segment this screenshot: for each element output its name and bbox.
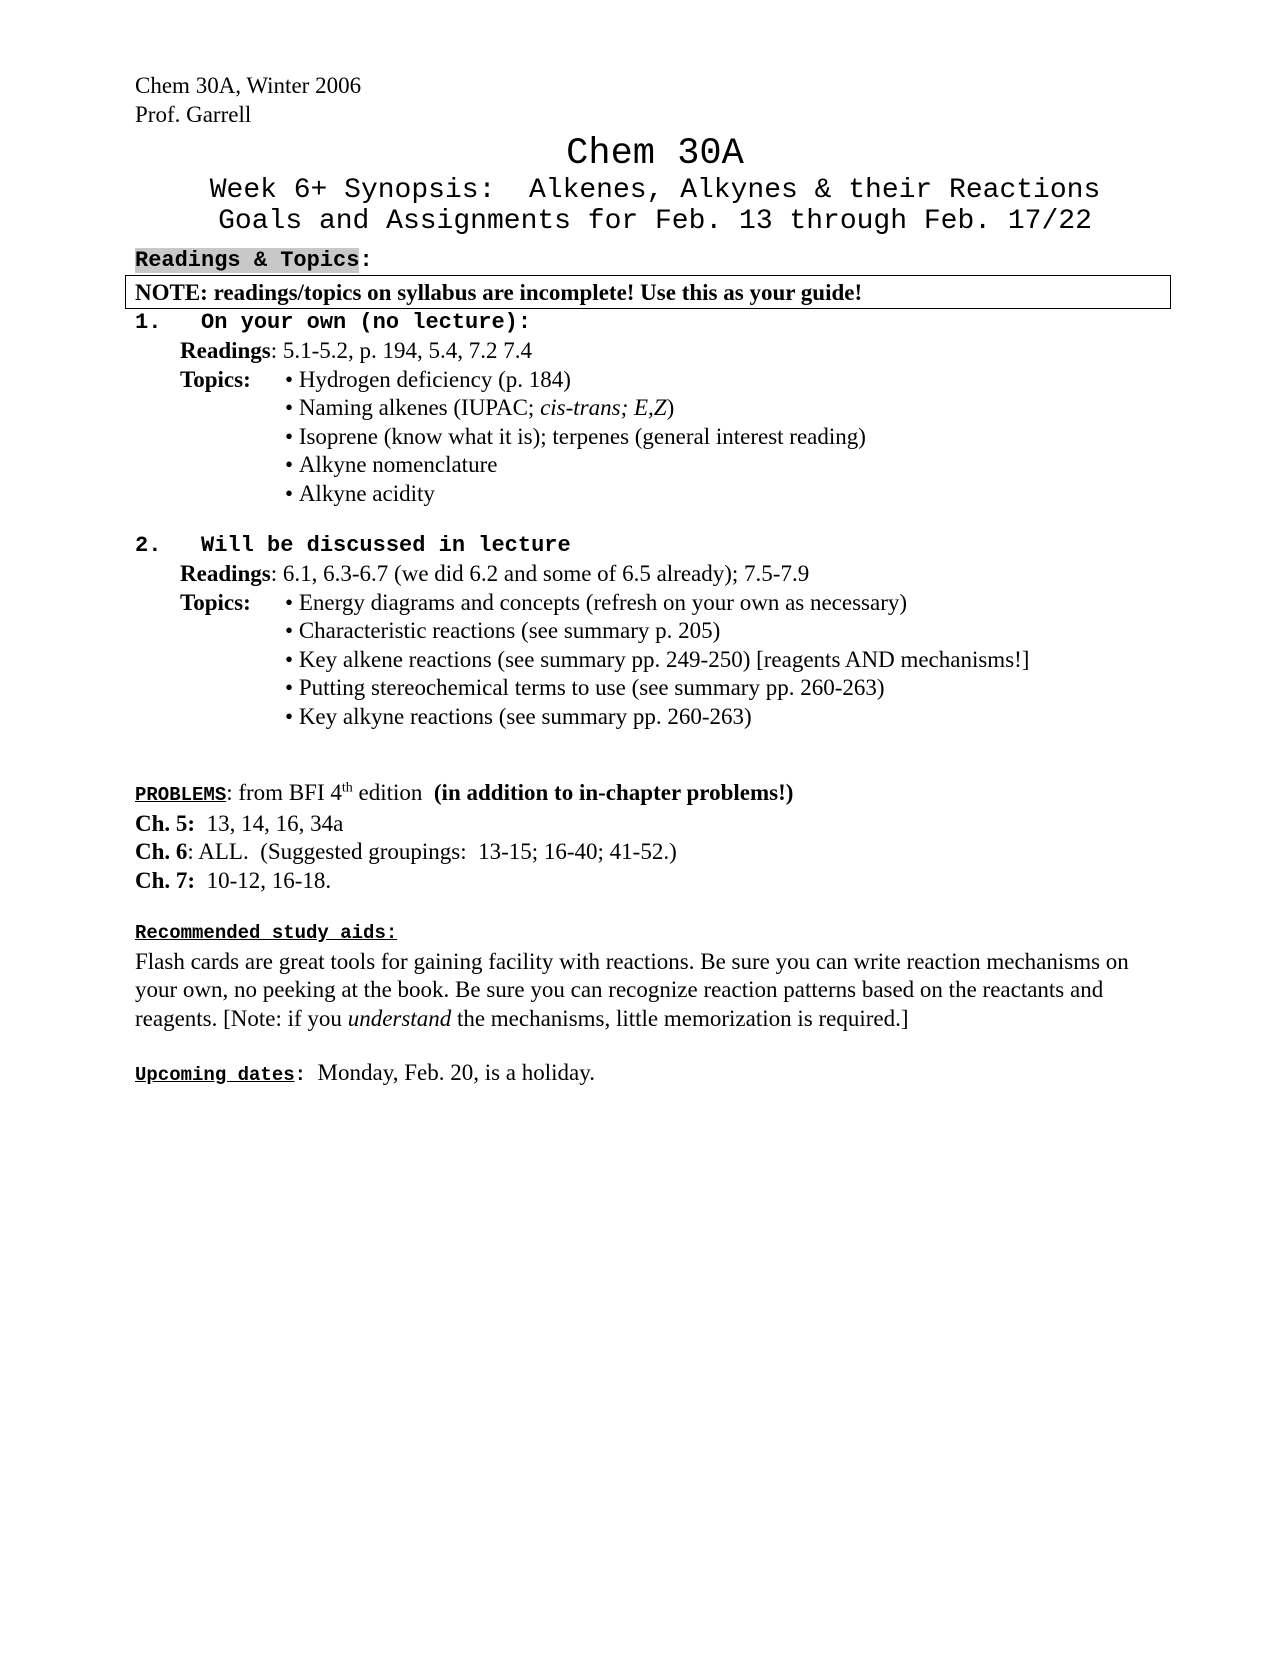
problems-intro-b: edition: [352, 780, 434, 805]
problems-intro-bold: (in addition to in-chapter problems!): [433, 780, 794, 805]
part2-topics-list: [285, 589, 1175, 732]
problems-label: PROBLEMS: [135, 784, 227, 806]
naming-suffix: ): [666, 395, 675, 420]
part1-topics-list: [285, 366, 1175, 509]
upcoming-text: Monday, Feb. 20, is a holiday.: [306, 1060, 596, 1085]
part2-topics: [135, 589, 1175, 732]
list-item: • Isoprene (know what it is); terpenes (general interest reading): [285, 423, 1175, 452]
study-aids-italic: understand: [347, 1005, 452, 1031]
ch6-label: Ch. 6: [135, 839, 188, 864]
main-title: Chem 30A: [566, 133, 744, 175]
study-aids-heading: Recommended study aids:: [135, 922, 398, 944]
part2-readings: [135, 560, 1175, 589]
naming-prefix: Naming alkenes (IUPAC;: [298, 395, 541, 420]
list-item: • Alkyne nomenclature: [285, 451, 1175, 480]
readings-topics-colon: :: [359, 248, 373, 273]
syllabus-note-box: NOTE: readings/topics on syllabus are incomplete! Use this as your guide!: [125, 275, 1171, 309]
professor-name: Prof. Garrell: [135, 101, 252, 127]
part2-topics-label: Topics:: [180, 589, 251, 615]
list-item: [285, 394, 1175, 423]
list-item: • Hydrogen deficiency (p. 184): [285, 366, 1175, 395]
list-item: • Putting stereochemical terms to use (see summary pp. 260-263): [285, 674, 1175, 703]
part1-readings: [135, 337, 1175, 366]
study-aids-text: [135, 948, 1145, 1034]
readings-topics-heading-text: Readings & Topics: [135, 248, 360, 273]
ch5-text: 13, 14, 16, 34a: [195, 810, 344, 836]
ch5-label: Ch. 5:: [135, 810, 196, 836]
problems-intro-sup: th: [341, 780, 353, 796]
readings-topics-heading: [135, 247, 1175, 275]
ch7-text: 10-12, 16-18.: [195, 867, 332, 893]
part1-heading: 1. On your own (no lecture):: [135, 310, 532, 335]
part1-readings-label: Readings: [180, 338, 271, 363]
problems-ch5: [135, 810, 1175, 839]
problems-intro: [135, 779, 1175, 810]
list-item: • Key alkene reactions (see summary pp. 249-250) [reagents AND mechanisms!]: [285, 646, 1175, 675]
list-item: • Characteristic reactions (see summary p. 205): [285, 617, 1175, 646]
ch6-text: : ALL. (Suggested groupings: 13-15; 16-40; 41-52.): [187, 839, 677, 864]
upcoming-colon: :: [294, 1064, 307, 1086]
ch7-label: Ch. 7:: [135, 867, 196, 893]
upcoming-dates: [135, 1059, 1175, 1090]
naming-italic: cis-trans; E,Z: [540, 395, 667, 420]
goals-title: Goals and Assignments for Feb. 13 through Feb. 17/22: [218, 206, 1092, 237]
problems-ch7: [135, 867, 1175, 896]
list-item: • Key alkyne reactions (see summary pp. 260-263): [285, 703, 1175, 732]
list-item: • Alkyne acidity: [285, 480, 1175, 509]
part1-readings-text: : 5.1-5.2, p. 194, 5.4, 7.2 7.4: [270, 338, 533, 363]
problems-intro-a: : from BFI 4: [226, 780, 342, 805]
study-aids-text-a: Flash cards are great tools for gaining facility with reactions. Be sure you can write reaction mechanisms on your own, no peeking at the book. Be sure you can recognize reaction patterns based on the reactants and reagents. [Note: if you: [135, 948, 1129, 1031]
part2-readings-text: : 6.1, 6.3-6.7 (we did 6.2 and some of 6.5 already); 7.5-7.9: [270, 561, 810, 586]
part1-topics: [135, 366, 1175, 509]
synopsis-title: Week 6+ Synopsis: Alkenes, Alkynes & their Reactions: [209, 175, 1101, 206]
document-page: [135, 72, 1175, 1090]
part1-topics-label: Topics:: [180, 366, 251, 392]
study-aids-text-b: the mechanisms, little memorization is required.]: [451, 1005, 909, 1031]
upcoming-heading: Upcoming dates: [135, 1064, 295, 1086]
title-block: [135, 133, 1175, 237]
document-header: [135, 72, 1175, 129]
course-term: Chem 30A, Winter 2006: [135, 73, 362, 98]
list-item: • Energy diagrams and concepts (refresh on your own as necessary): [285, 589, 1175, 618]
problems-ch6: [135, 838, 1175, 867]
part2-heading: 2. Will be discussed in lecture: [135, 533, 571, 558]
part2-readings-label: Readings: [180, 561, 271, 586]
